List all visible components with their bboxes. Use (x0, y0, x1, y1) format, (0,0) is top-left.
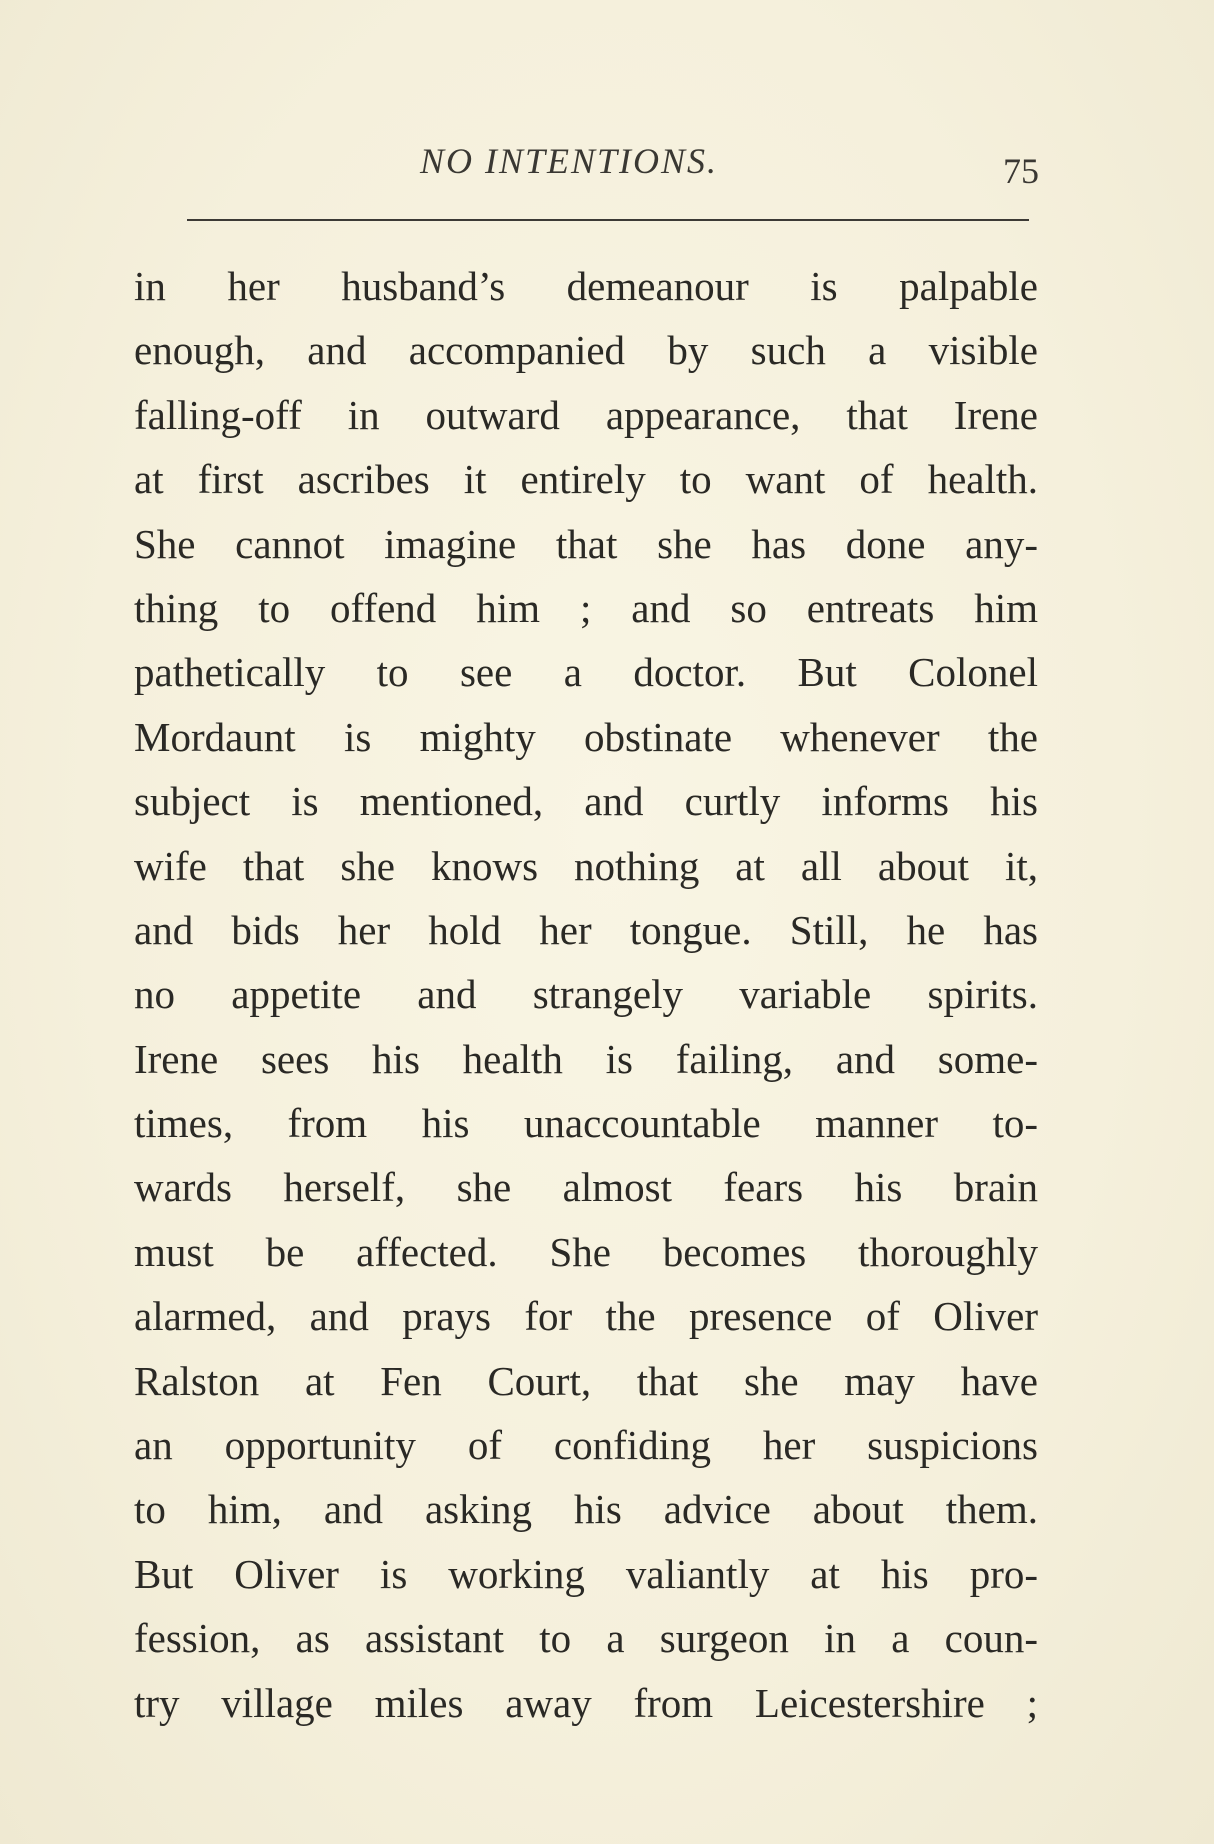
text-line: falling-off in outward appearance, that Irene (134, 391, 1038, 438)
text-line: must be affected. She becomes thoroughly (134, 1228, 1038, 1275)
text-line: and bids her hold her tongue. Still, he has (134, 906, 1038, 953)
text-line: pathetically to see a doctor. But Colonel (134, 649, 1038, 696)
text-line: in her husband’s demeanour is palpable (134, 263, 1038, 309)
header-rule (187, 219, 1029, 221)
text-line: no appetite and strangely variable spirits. (134, 971, 1038, 1018)
text-line: at first ascribes it entirely to want of health. (134, 456, 1038, 503)
text-line: But Oliver is working valiantly at his pro- (134, 1550, 1038, 1597)
text-line: alarmed, and prays for the presence of Oliver (134, 1293, 1038, 1340)
text-line: Ralston at Fen Court, that she may have (134, 1357, 1038, 1404)
body-text (134, 254, 1038, 1735)
text-line: She cannot imagine that she has done any- (134, 520, 1038, 567)
text-line: enough, and accompanied by such a visible (134, 327, 1038, 374)
text-line: fession, as assistant to a surgeon in a coun- (134, 1615, 1038, 1662)
text-line: an opportunity of confiding her suspicions (134, 1422, 1038, 1469)
text-line: wards herself, she almost fears his brain (134, 1164, 1038, 1211)
text-line: Irene sees his health is failing, and some- (134, 1035, 1038, 1082)
text-line: wife that she knows nothing at all about it, (134, 842, 1038, 889)
running-head (0, 140, 1214, 190)
text-line: thing to offend him ; and so entreats him (134, 584, 1038, 631)
text-line: Mordaunt is mighty obstinate whenever the (134, 713, 1038, 760)
page-number: 75 (1003, 151, 1039, 191)
text-line: try village miles away from Leicestershire ; (134, 1679, 1038, 1726)
text-line: times, from his unaccountable manner to- (134, 1100, 1038, 1147)
text-line: to him, and asking his advice about them. (134, 1486, 1038, 1533)
text-line: subject is mentioned, and curtly informs his (134, 778, 1038, 825)
running-title: NO INTENTIONS. (420, 141, 719, 181)
